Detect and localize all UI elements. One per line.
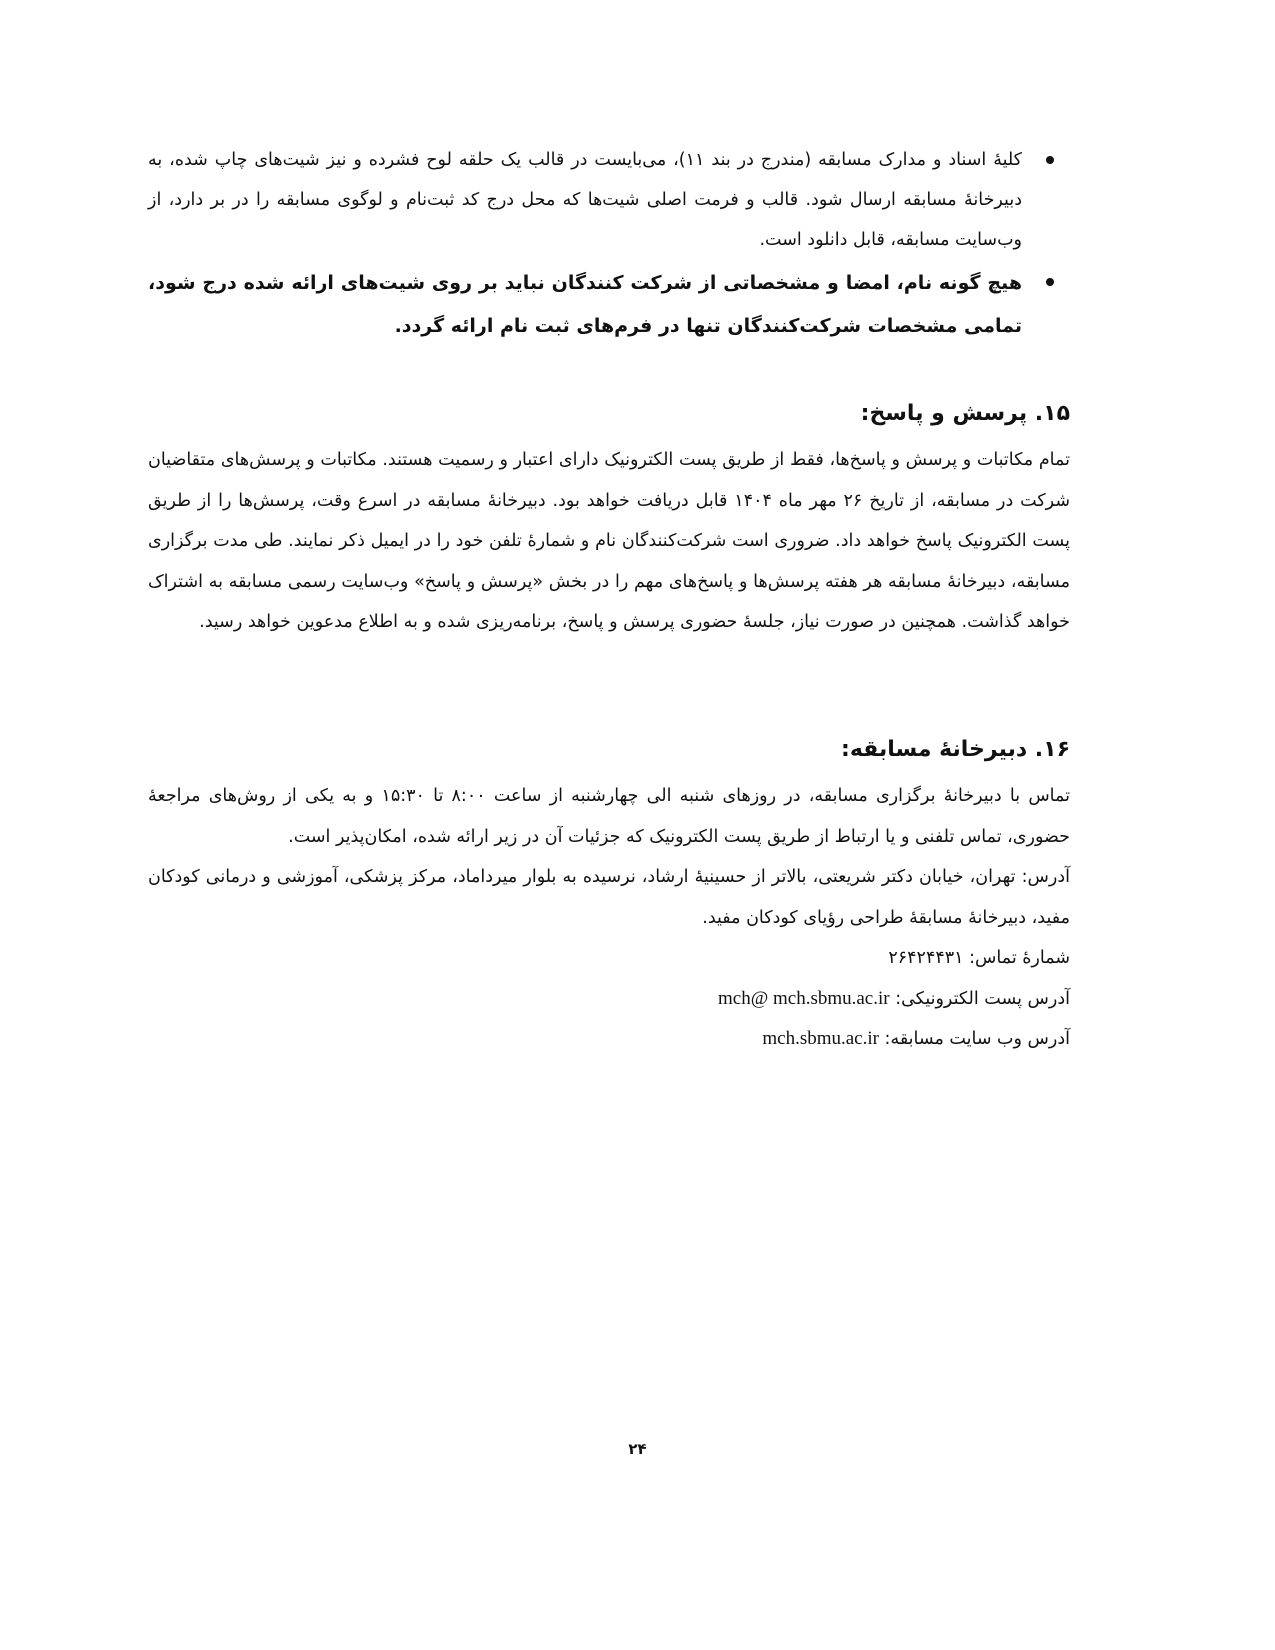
bullet-text: هیچ گونه نام، امضا و مشخصاتی از شرکت کنندگان نباید بر روی شیت‌های ارائه شده درج شود، تمامی مشخصات شرکت‌کنندگان تنها در فرم‌های ثبت نام ارائه گردد. — [148, 272, 1022, 337]
website-link[interactable]: mch.sbmu.ac.ir — [762, 1028, 879, 1049]
phone-line — [148, 938, 1070, 979]
email-link[interactable]: mch@ mch.sbmu.ac.ir — [718, 987, 890, 1009]
section-15-body: تمام مکاتبات و پرسش و پاسخ‌ها، فقط از طریق پست الکترونیک دارای اعتبار و رسمیت هستند. مکاتبات و پرسش‌های متقاضیان شرکت در مسابقه، از تاریخ ۲۶ مهر ماه ۱۴۰۴ قابل دریافت خواهد بود. دبیرخانهٔ مسابقه در اسرع وقت، پرسش‌ها را از طریق پست الکترونیک پاسخ خواهد داد. ضروری است شرکت‌کنندگان نام و شمارهٔ تلفن خود را در ایمیل ذکر نمایند. طی مدت برگزاری مسابقه، دبیرخانهٔ مسابقه هر هفته پرسش‌ها و پاسخ‌های مهم را در بخش «پرسش و پاسخ» وب‌سایت رسمی مسابقه به اشتراک خواهد گذاشت. همچنین در صورت نیاز، جلسهٔ حضوری پرسش و پاسخ، برنامه‌ریزی شده و به اطلاع مدعوین خواهد رسید. — [148, 450, 1070, 632]
bullet-item-bold — [148, 262, 1070, 348]
email-line — [148, 979, 1070, 1020]
section-15-title: ۱۵. پرسش و پاسخ: — [860, 401, 1070, 426]
website-label: آدرس وب سایت مسابقه: — [884, 1029, 1070, 1049]
section-15 — [148, 394, 1070, 643]
email-label: آدرس پست الکترونیکی: — [895, 988, 1070, 1009]
section-16-title: ۱۶. دبیرخانهٔ مسابقه: — [841, 737, 1070, 762]
address: آدرس: تهران، خیابان دکتر شریعتی، بالاتر از حسینیهٔ ارشاد، نرسیده به بلوار میرداماد، مرکز پزشکی، آموزشی و درمانی کودکان مفید، دبیرخانهٔ مسابقهٔ طراحی رؤیای کودکان مفید. — [148, 867, 1070, 928]
bullet-list — [148, 140, 1070, 348]
bullet-text: کلیهٔ اسناد و مدارک مسابقه (مندرج در بند ۱۱)، می‌بایست در قالب یک حلقه لوح فشرده و نیز شیت‌های چاپ شده، به دبیرخانهٔ مسابقه ارسال شود. قالب و فرمت اصلی شیت‌ها که محل درج کد ثبت‌نام و لوگوی مسابقه را در بر دارد، از وب‌سایت مسابقه، قابل دانلود است. — [148, 150, 1022, 250]
bullet-icon — [1046, 156, 1054, 164]
document-page — [148, 140, 1071, 1049]
page-number: ۲۴ — [628, 1440, 647, 1458]
bullet-icon — [1046, 278, 1054, 286]
website-line — [148, 1019, 1070, 1060]
section-16 — [148, 730, 1070, 1060]
section-16-body: تماس با دبیرخانهٔ برگزاری مسابقه، در روزهای شنبه الی چهارشنبه از ساعت ۸:۰۰ تا ۱۵:۳۰ و به یکی از روش‌های مراجعهٔ حضوری، تماس تلفنی و یا ارتباط از طریق پست الکترونیک که جزئیات آن در زیر ارائه شده، امکان‌پذیر است. — [148, 786, 1071, 847]
phone-label: شمارهٔ تماس: — [969, 948, 1070, 968]
bullet-item — [148, 140, 1070, 260]
phone-value: ۲۶۴۲۴۴۳۱ — [888, 948, 964, 968]
